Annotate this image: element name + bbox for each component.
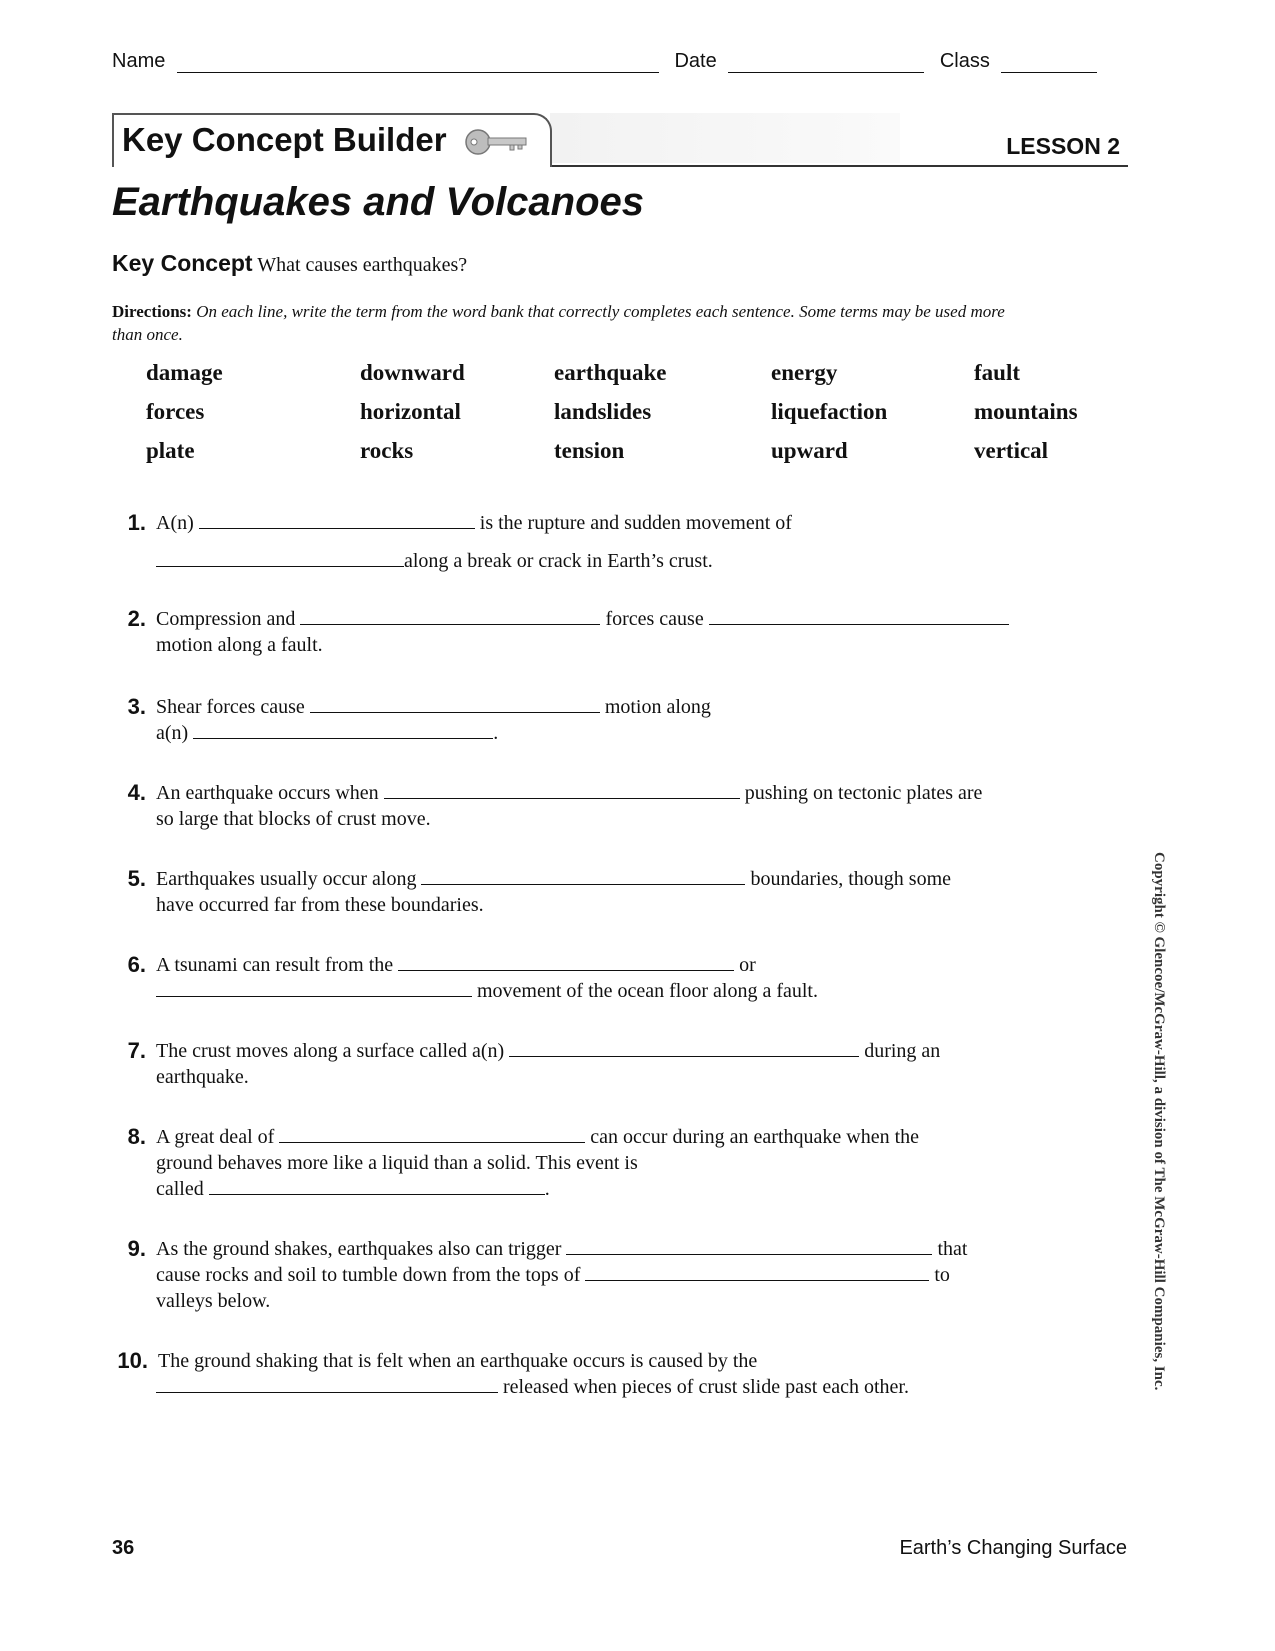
question-text: released when pieces of crust slide past each other. (503, 1376, 909, 1398)
question-text: . (493, 722, 499, 744)
key-concept-question: What causes earthquakes? (257, 254, 468, 276)
question-line: ground behaves more like a liquid than a solid. This event is (156, 1152, 638, 1174)
answer-blank[interactable] (279, 1124, 585, 1143)
question-text: The crust moves along a surface called a(n) (156, 1040, 505, 1062)
word-bank-term: fault (974, 360, 1020, 385)
question-line: motion along a fault. (156, 634, 323, 656)
question-text: can occur during an earthquake when the (590, 1126, 920, 1148)
question-text: called (156, 1178, 204, 1200)
word-bank-term: tension (554, 438, 625, 463)
question-text: is the rupture and sudden movement of (479, 512, 792, 534)
answer-blank[interactable] (199, 510, 475, 529)
lesson-label: LESSON 2 (1006, 133, 1120, 159)
question-line: so large that blocks of crust move. (156, 808, 431, 830)
question-text: during an (864, 1040, 941, 1062)
question-text: to (934, 1264, 950, 1286)
question-number: 8. (127, 1124, 146, 1149)
key-concept-banner (112, 113, 1128, 167)
question-text: forces cause (605, 608, 704, 630)
answer-blank[interactable] (585, 1262, 929, 1281)
question-text: Earthquakes usually occur along (156, 868, 417, 890)
question-line (156, 1236, 967, 1262)
question-number: 5. (127, 866, 146, 891)
question-number: 2. (127, 606, 146, 631)
key-icon (464, 127, 530, 157)
student-info-header (112, 50, 1097, 73)
question-line (156, 510, 792, 536)
answer-blank[interactable] (300, 606, 600, 625)
question-text: a(n) (156, 722, 189, 744)
question-text: pushing on tectonic plates are (744, 782, 983, 804)
directions (112, 300, 1012, 346)
page-number: 36 (112, 1537, 135, 1559)
question-line: have occurred far from these boundaries. (156, 894, 484, 916)
answer-blank[interactable] (566, 1236, 932, 1255)
question-line (156, 1374, 909, 1400)
copyright-notice: Copyright © Glencoe/McGraw-Hill, a division of The McGraw-Hill Companies, Inc. (1151, 852, 1167, 1391)
question-text: An earthquake occurs when (156, 782, 379, 804)
word-bank-term: earthquake (554, 360, 667, 385)
question-number: 9. (127, 1236, 146, 1261)
word-bank-term: forces (146, 399, 205, 424)
class-field[interactable] (1001, 52, 1097, 73)
question-text: A(n) (156, 512, 194, 534)
word-bank-term: upward (771, 438, 848, 463)
question-text: or (739, 954, 756, 976)
question-line (156, 694, 711, 720)
key-concept-label: Key Concept (112, 250, 253, 276)
question-number: 4. (127, 780, 146, 805)
question-line: The ground shaking that is felt when an earthquake occurs is caused by the (158, 1350, 758, 1372)
name-field[interactable] (177, 52, 659, 73)
word-bank-term: plate (146, 438, 195, 463)
unit-title: Earth’s Changing Surface (899, 1537, 1127, 1559)
answer-blank[interactable] (384, 780, 740, 799)
name-label: Name (112, 50, 166, 72)
banner-shade (550, 113, 900, 163)
question-number: 7. (127, 1038, 146, 1063)
question-line (156, 1124, 919, 1150)
question-text: A tsunami can result from the (156, 954, 394, 976)
class-label: Class (939, 50, 990, 72)
directions-label: Directions: (112, 302, 192, 321)
question-text: Compression and (156, 608, 296, 630)
answer-blank[interactable] (509, 1038, 859, 1057)
question-line: valleys below. (156, 1290, 271, 1312)
question-line (156, 952, 756, 978)
question-text: along a break or crack in Earth’s crust. (404, 550, 713, 572)
question-text: cause rocks and soil to tumble down from the tops of (156, 1264, 581, 1286)
question-line (156, 978, 818, 1004)
answer-blank[interactable] (209, 1176, 545, 1195)
word-bank-term: horizontal (360, 399, 461, 424)
answer-blank[interactable] (156, 1374, 498, 1393)
question-line: earthquake. (156, 1066, 249, 1088)
word-bank-term: mountains (974, 399, 1078, 424)
question-text: A great deal of (156, 1126, 275, 1148)
question-text: Shear forces cause (156, 696, 305, 718)
date-field[interactable] (728, 52, 924, 73)
question-line (156, 606, 1009, 632)
page-title: Earthquakes and Volcanoes (112, 180, 645, 224)
answer-blank[interactable] (398, 952, 734, 971)
answer-blank[interactable] (156, 548, 404, 567)
question-line (156, 1038, 940, 1064)
word-bank-term: rocks (360, 438, 414, 463)
question-text: boundaries, though some (750, 868, 951, 890)
directions-text: On each line, write the term from the word bank that correctly completes each sentence. Some terms may be used more than once. (112, 302, 1005, 344)
question-text: movement of the ocean floor along a fault. (477, 980, 818, 1002)
word-bank-term: landslides (554, 399, 652, 424)
question-text: that (937, 1238, 968, 1260)
question-text: . (544, 1178, 550, 1200)
word-bank-term: vertical (974, 438, 1049, 463)
key-concept (112, 250, 467, 277)
word-bank-term: energy (771, 360, 838, 385)
question-line (156, 866, 951, 892)
answer-blank[interactable] (156, 978, 472, 997)
question-line (156, 548, 713, 574)
answer-blank[interactable] (709, 606, 1009, 625)
question-line (156, 780, 982, 806)
date-label: Date (674, 50, 717, 72)
banner-title: Key Concept Builder (122, 121, 447, 158)
word-bank-term: damage (146, 360, 223, 385)
banner-tab (112, 113, 552, 167)
question-line (156, 720, 498, 746)
question-text: As the ground shakes, earthquakes also can trigger (156, 1238, 562, 1260)
question-text: motion along (604, 696, 711, 718)
answer-blank[interactable] (193, 720, 493, 739)
answer-blank[interactable] (421, 866, 745, 885)
question-number: 3. (127, 694, 146, 719)
question-number: 10. (117, 1348, 148, 1373)
word-bank-term: downward (360, 360, 465, 385)
word-bank-term: liquefaction (771, 399, 888, 424)
question-line (156, 1262, 950, 1288)
question-number: 1. (127, 510, 146, 535)
question-number: 6. (127, 952, 146, 977)
answer-blank[interactable] (310, 694, 600, 713)
question-line (156, 1176, 550, 1202)
